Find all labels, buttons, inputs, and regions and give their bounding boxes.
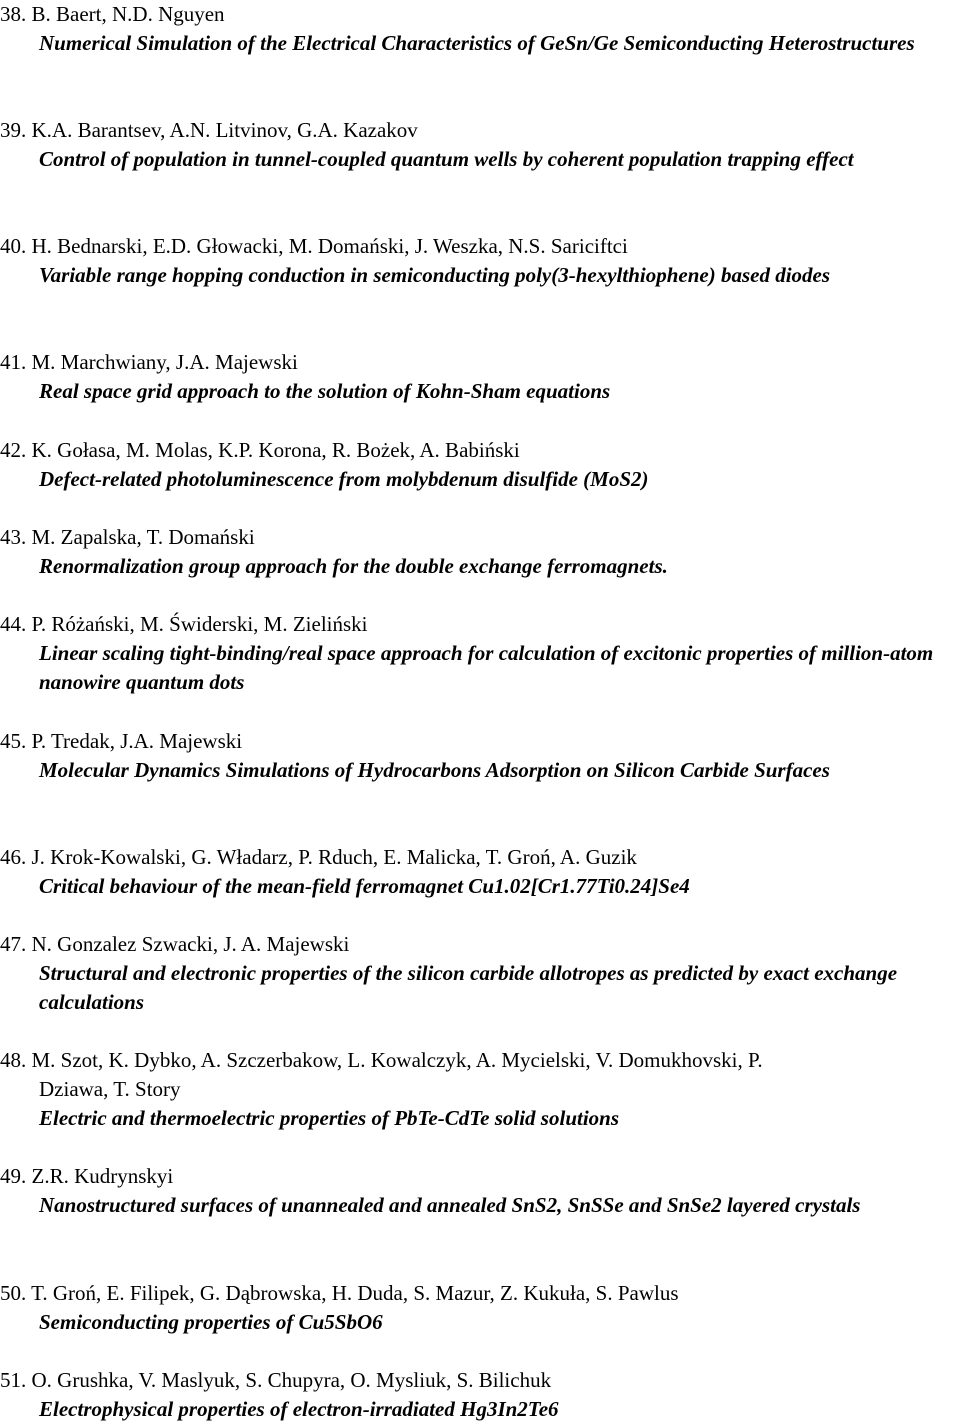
entry-author-names-cont: Dziawa, T. Story — [39, 1077, 181, 1101]
list-item — [0, 1046, 955, 1133]
entry-authors — [0, 1366, 955, 1395]
list-item — [0, 232, 955, 290]
entry-authors — [0, 116, 955, 145]
entry-number: 38. — [0, 2, 27, 26]
list-item — [0, 523, 955, 581]
entry-authors — [0, 523, 955, 552]
entry-author-names: P. Tredak, J.A. Majewski — [31, 729, 243, 753]
entry-authors — [0, 1046, 955, 1104]
entry-title: Defect-related photoluminescence from molybdenum disulfide (MoS2) — [39, 467, 649, 491]
entry-number: 46. — [0, 845, 27, 869]
entry-authors — [0, 1279, 955, 1308]
entry-number: 44. — [0, 612, 27, 636]
entry-title: Linear scaling tight-binding/real space approach for calculation of excitonic properties of million-atom nanowire quantum dots — [39, 641, 934, 694]
list-item — [0, 1366, 955, 1424]
entry-author-names: K. Gołasa, M. Molas, K.P. Korona, R. Bożek, A. Babiński — [31, 438, 520, 462]
entry-title: Control of population in tunnel-coupled quantum wells by coherent population trapping effect — [39, 147, 854, 171]
entry-authors — [0, 348, 955, 377]
entry-number: 48. — [0, 1048, 27, 1072]
entry-author-names: J. Krok-Kowalski, G. Władarz, P. Rduch, E. Malicka, T. Groń, A. Guzik — [31, 845, 637, 869]
list-item — [0, 930, 955, 1017]
entry-title: Electric and thermoelectric properties of PbTe-CdTe solid solutions — [39, 1106, 620, 1130]
list-item — [0, 1162, 955, 1220]
entry-number: 45. — [0, 729, 27, 753]
entry-author-names: B. Baert, N.D. Nguyen — [31, 2, 225, 26]
entry-author-names: T. Groń, E. Filipek, G. Dąbrowska, H. Duda, S. Mazur, Z. Kukuła, S. Pawlus — [31, 1281, 679, 1305]
entry-author-names: O. Grushka, V. Maslyuk, S. Chupyra, O. Mysliuk, S. Bilichuk — [31, 1368, 552, 1392]
entry-author-names: H. Bednarski, E.D. Głowacki, M. Domański, J. Weszka, N.S. Sariciftci — [31, 234, 628, 258]
entry-number: 50. — [0, 1281, 27, 1305]
list-item — [0, 727, 955, 785]
entry-number: 47. — [0, 932, 27, 956]
entry-author-names: K.A. Barantsev, A.N. Litvinov, G.A. Kazakov — [31, 118, 418, 142]
entry-author-names: M. Zapalska, T. Domański — [31, 525, 255, 549]
entry-number: 49. — [0, 1164, 27, 1188]
entry-number: 43. — [0, 525, 27, 549]
entry-authors — [0, 843, 955, 872]
entry-number: 40. — [0, 234, 27, 258]
entry-authors — [0, 232, 955, 261]
entry-title: Critical behaviour of the mean-field ferromagnet Cu1.02[Cr1.77Ti0.24]Se4 — [39, 874, 690, 898]
entry-title: Molecular Dynamics Simulations of Hydrocarbons Adsorption on Silicon Carbide Surfaces — [39, 758, 830, 782]
entry-author-names: M. Marchwiany, J.A. Majewski — [31, 350, 298, 374]
entry-author-names: N. Gonzalez Szwacki, J. A. Majewski — [31, 932, 350, 956]
list-item — [0, 1279, 955, 1337]
entry-authors — [0, 727, 955, 756]
entry-title: Electrophysical properties of electron-irradiated Hg3In2Te6 — [39, 1397, 559, 1421]
entry-title: Renormalization group approach for the double exchange ferromagnets. — [39, 554, 668, 578]
entry-authors — [0, 1162, 955, 1191]
entry-title: Variable range hopping conduction in semiconducting poly(3-hexylthiophene) based diodes — [39, 263, 831, 287]
list-item — [0, 348, 955, 406]
list-item — [0, 843, 955, 901]
entry-number: 51. — [0, 1368, 27, 1392]
entry-author-names: Z.R. Kudrynskyi — [31, 1164, 174, 1188]
entry-title: Structural and electronic properties of the silicon carbide allotropes as predicted by exact exchange calculations — [39, 961, 898, 1014]
entry-author-names: M. Szot, K. Dybko, A. Szczerbakow, L. Kowalczyk, A. Mycielski, V. Domukhovski, P. — [31, 1048, 763, 1072]
entry-title: Numerical Simulation of the Electrical Characteristics of GeSn/Ge Semiconducting Heterostructures — [39, 31, 915, 55]
list-item — [0, 116, 955, 174]
entry-authors — [0, 436, 955, 465]
entry-title: Nanostructured surfaces of unannealed and annealed SnS2, SnSSe and SnSe2 layered crystals — [39, 1193, 861, 1217]
list-item — [0, 610, 955, 697]
entry-authors — [0, 610, 955, 639]
entry-authors — [0, 0, 955, 29]
list-item — [0, 0, 955, 58]
entry-title: Real space grid approach to the solution of Kohn-Sham equations — [39, 379, 611, 403]
entry-number: 39. — [0, 118, 27, 142]
entry-title: Semiconducting properties of Cu5SbO6 — [39, 1310, 383, 1334]
entry-number: 42. — [0, 438, 27, 462]
entry-authors — [0, 930, 955, 959]
list-item — [0, 436, 955, 494]
entry-author-names: P. Różański, M. Świderski, M. Zieliński — [31, 612, 368, 636]
entry-number: 41. — [0, 350, 27, 374]
